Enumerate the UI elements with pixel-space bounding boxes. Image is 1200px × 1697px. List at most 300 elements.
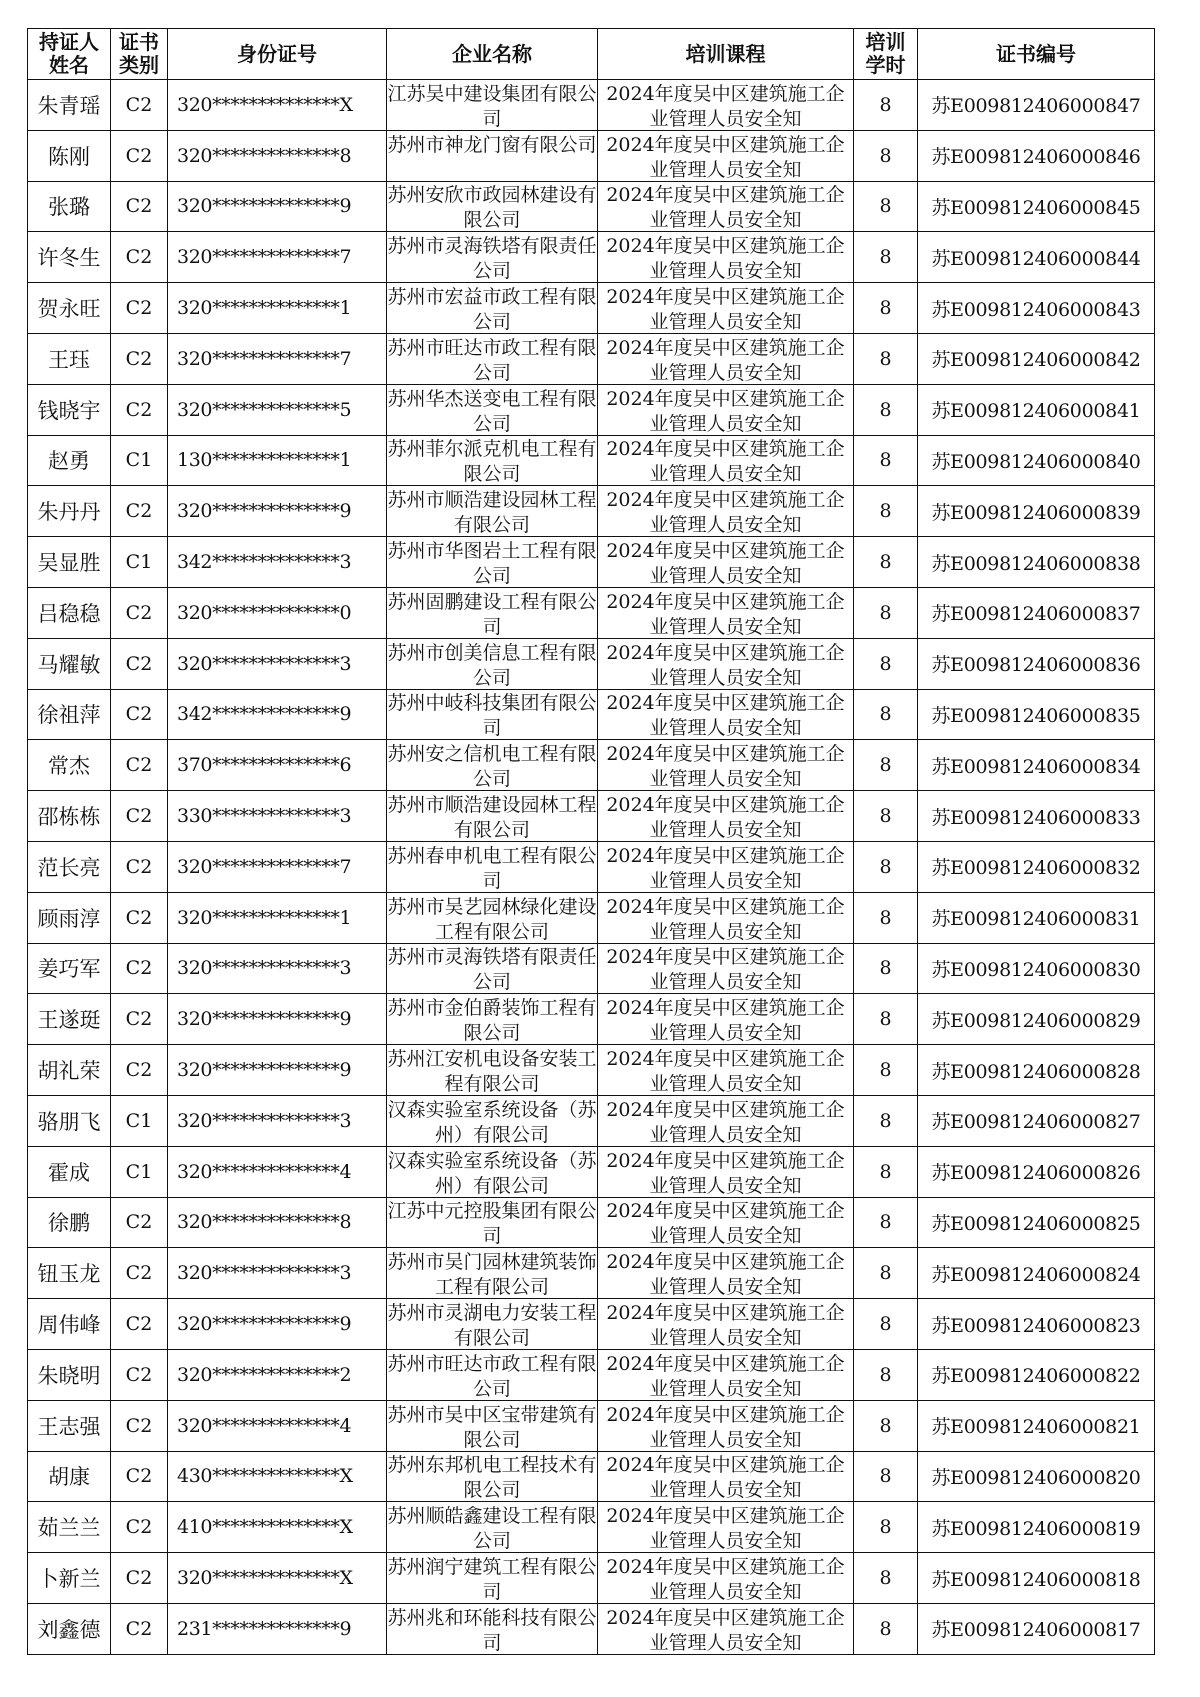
cell-course-text: 2024年度吴中区建筑施工企业管理人员安全知: [606, 692, 845, 738]
cell-id-number: 320**************X: [168, 1553, 387, 1604]
certificate-table: [27, 28, 1155, 1655]
cell-company: [387, 587, 598, 638]
cell-course-text: 2024年度吴中区建筑施工企业管理人员安全知: [606, 235, 845, 281]
cell-holder-name: 朱丹丹: [28, 486, 111, 537]
cell-course-text: 2024年度吴中区建筑施工企业管理人员安全知: [606, 286, 845, 332]
cell-category: C2: [111, 181, 168, 232]
cell-course-text: 2024年度吴中区建筑施工企业管理人员安全知: [606, 1302, 845, 1348]
cell-id-number: 410**************X: [168, 1502, 387, 1553]
cell-course: [598, 283, 854, 334]
cell-course: [598, 740, 854, 791]
header-holder-line1: 持证人: [39, 30, 99, 54]
cell-hours: 8: [854, 130, 918, 181]
cell-company-text: 苏州菲尔派克机电工程有限公司: [387, 438, 597, 484]
cell-holder-name: 钱晓宇: [28, 384, 111, 435]
cell-hours: 8: [854, 283, 918, 334]
cell-course-text: 2024年度吴中区建筑施工企业管理人员安全知: [606, 946, 845, 992]
cell-cert-number: 苏E009812406000828: [918, 1045, 1155, 1096]
table-row: [28, 181, 1155, 232]
cell-holder-name: 霍成: [28, 1146, 111, 1197]
cell-category: C2: [111, 587, 168, 638]
cell-company: [387, 435, 598, 486]
table-row: [28, 943, 1155, 994]
cell-holder-name: 马耀敏: [28, 638, 111, 689]
cell-company: [387, 1045, 598, 1096]
cell-holder-name: 刘鑫德: [28, 1603, 111, 1654]
cell-course-text: 2024年度吴中区建筑施工企业管理人员安全知: [606, 1556, 845, 1601]
cell-cert-number: 苏E009812406000836: [918, 638, 1155, 689]
cell-cert-number: 苏E009812406000823: [918, 1299, 1155, 1350]
cell-company-text: 汉森实验室系统设备（苏州）有限公司: [387, 1149, 597, 1195]
cell-course: [598, 1197, 854, 1248]
cell-course-text: 2024年度吴中区建筑施工企业管理人员安全知: [606, 489, 845, 535]
cell-holder-name: 赵勇: [28, 435, 111, 486]
cell-category: C2: [111, 841, 168, 892]
cell-hours: 8: [854, 1095, 918, 1146]
cell-company-text: 苏州东邦机电工程技术有限公司: [387, 1454, 597, 1500]
table-row: [28, 1146, 1155, 1197]
cell-company-text: 苏州固鹏建设工程有限公司: [387, 590, 597, 636]
cell-company: [387, 841, 598, 892]
cell-course: [598, 587, 854, 638]
cell-hours: 8: [854, 384, 918, 435]
cell-course-text: 2024年度吴中区建筑施工企业管理人员安全知: [606, 590, 845, 636]
cell-id-number: 320**************5: [168, 384, 387, 435]
cell-company-text: 苏州润宁建筑工程有限公司: [387, 1556, 597, 1601]
cell-course-text: 2024年度吴中区建筑施工企业管理人员安全知: [606, 133, 845, 179]
cell-hours: 8: [854, 638, 918, 689]
cell-hours: 8: [854, 994, 918, 1045]
cell-holder-name: 常杰: [28, 740, 111, 791]
table-row: [28, 435, 1155, 486]
cell-holder-name: 卜新兰: [28, 1553, 111, 1604]
table-row: [28, 1299, 1155, 1350]
cell-company-text: 汉森实验室系统设备（苏州）有限公司: [387, 1098, 597, 1144]
header-id-number: 身份证号: [168, 29, 387, 80]
header-hours-line1: 培训: [865, 30, 906, 54]
cell-category: C2: [111, 283, 168, 334]
cell-hours: 8: [854, 943, 918, 994]
cell-id-number: 320**************0: [168, 587, 387, 638]
cell-id-number: 320**************9: [168, 1045, 387, 1096]
cell-company: [387, 232, 598, 283]
cell-holder-name: 胡康: [28, 1451, 111, 1502]
cell-company: [387, 943, 598, 994]
header-row: [28, 29, 1155, 80]
cell-hours: 8: [854, 1146, 918, 1197]
header-holder-line2: 姓名: [49, 53, 89, 77]
table-row: [28, 740, 1155, 791]
cell-cert-number: 苏E009812406000832: [918, 841, 1155, 892]
cell-course: [598, 1553, 854, 1604]
cell-company: [387, 283, 598, 334]
cell-company: [387, 1095, 598, 1146]
cell-cert-number: 苏E009812406000821: [918, 1400, 1155, 1451]
cell-course: [598, 841, 854, 892]
cell-company-text: 苏州市顺浩建设园林工程有限公司: [387, 489, 597, 535]
cell-course: [598, 1502, 854, 1553]
cell-course-text: 2024年度吴中区建筑施工企业管理人员安全知: [606, 1606, 845, 1652]
table-row: [28, 232, 1155, 283]
cell-course-text: 2024年度吴中区建筑施工企业管理人员安全知: [606, 641, 845, 687]
header-hours-line2: 学时: [865, 53, 906, 77]
cell-course: [598, 1299, 854, 1350]
cell-course-text: 2024年度吴中区建筑施工企业管理人员安全知: [606, 1403, 845, 1449]
cell-id-number: 320**************3: [168, 638, 387, 689]
header-category-line1: 证书: [119, 30, 159, 54]
cell-cert-number: 苏E009812406000846: [918, 130, 1155, 181]
cell-category: C2: [111, 638, 168, 689]
cell-course-text: 2024年度吴中区建筑施工企业管理人员安全知: [606, 844, 845, 890]
cell-id-number: 320**************9: [168, 181, 387, 232]
cell-cert-number: 苏E009812406000843: [918, 283, 1155, 334]
cell-company: [387, 181, 598, 232]
cell-company: [387, 1400, 598, 1451]
cell-id-number: 320**************9: [168, 486, 387, 537]
cell-id-number: 320**************7: [168, 232, 387, 283]
cell-hours: 8: [854, 1248, 918, 1299]
cell-course-text: 2024年度吴中区建筑施工企业管理人员安全知: [606, 1454, 845, 1500]
cell-holder-name: 朱青瑶: [28, 80, 111, 131]
cell-course: [598, 232, 854, 283]
cell-course: [598, 486, 854, 537]
cell-holder-name: 贺永旺: [28, 283, 111, 334]
cell-hours: 8: [854, 435, 918, 486]
cell-holder-name: 邵栋栋: [28, 791, 111, 842]
table-row: [28, 892, 1155, 943]
cell-hours: 8: [854, 1553, 918, 1604]
cell-course-text: 2024年度吴中区建筑施工企业管理人员安全知: [606, 997, 845, 1043]
cell-id-number: 320**************1: [168, 283, 387, 334]
cell-hours: 8: [854, 689, 918, 740]
cell-company-text: 苏州华杰送变电工程有限公司: [387, 387, 597, 433]
cell-id-number: 320**************3: [168, 943, 387, 994]
cell-course: [598, 1248, 854, 1299]
cell-category: C2: [111, 791, 168, 842]
cell-course-text: 2024年度吴中区建筑施工企业管理人员安全知: [606, 895, 845, 941]
cell-id-number: 320**************9: [168, 994, 387, 1045]
table-row: [28, 1349, 1155, 1400]
cell-category: C2: [111, 1197, 168, 1248]
cell-company-text: 苏州顺皓鑫建设工程有限公司: [387, 1505, 597, 1551]
cell-course: [598, 181, 854, 232]
cell-cert-number: 苏E009812406000840: [918, 435, 1155, 486]
table-row: [28, 537, 1155, 588]
cell-company-text: 江苏中元控股集团有限公司: [387, 1200, 597, 1246]
cell-company-text: 苏州市灵湖电力安装工程有限公司: [387, 1302, 597, 1348]
cell-course: [598, 1400, 854, 1451]
cell-cert-number: 苏E009812406000844: [918, 232, 1155, 283]
cell-hours: 8: [854, 1603, 918, 1654]
cell-company: [387, 1299, 598, 1350]
cell-holder-name: 胡礼荣: [28, 1045, 111, 1096]
cell-company: [387, 740, 598, 791]
cell-course-text: 2024年度吴中区建筑施工企业管理人员安全知: [606, 540, 845, 586]
cell-course: [598, 943, 854, 994]
cell-course: [598, 1349, 854, 1400]
header-cert-number: 证书编号: [918, 29, 1155, 80]
table-row: [28, 638, 1155, 689]
cell-category: C2: [111, 943, 168, 994]
cell-hours: 8: [854, 587, 918, 638]
cell-company: [387, 333, 598, 384]
header-hours: [854, 29, 918, 80]
cell-cert-number: 苏E009812406000837: [918, 587, 1155, 638]
table-row: [28, 384, 1155, 435]
table-body: [28, 80, 1155, 1655]
cell-category: C2: [111, 740, 168, 791]
cell-hours: 8: [854, 1197, 918, 1248]
cell-company: [387, 1197, 598, 1248]
cell-category: C2: [111, 1451, 168, 1502]
cell-cert-number: 苏E009812406000845: [918, 181, 1155, 232]
cell-id-number: 320**************4: [168, 1146, 387, 1197]
cell-holder-name: 朱晓明: [28, 1349, 111, 1400]
cell-course-text: 2024年度吴中区建筑施工企业管理人员安全知: [606, 1352, 845, 1398]
cell-category: C2: [111, 130, 168, 181]
cell-category: C2: [111, 689, 168, 740]
cell-cert-number: 苏E009812406000835: [918, 689, 1155, 740]
cell-hours: 8: [854, 1299, 918, 1350]
cell-holder-name: 陈刚: [28, 130, 111, 181]
cell-course: [598, 1146, 854, 1197]
table-row: [28, 1502, 1155, 1553]
cell-id-number: 342**************9: [168, 689, 387, 740]
cell-company: [387, 130, 598, 181]
header-course: 培训课程: [598, 29, 854, 80]
cell-holder-name: 张璐: [28, 181, 111, 232]
cell-holder-name: 许冬生: [28, 232, 111, 283]
cell-category: C2: [111, 892, 168, 943]
cell-course-text: 2024年度吴中区建筑施工企业管理人员安全知: [606, 1098, 845, 1144]
cell-course-text: 2024年度吴中区建筑施工企业管理人员安全知: [606, 794, 845, 840]
cell-holder-name: 姜巧军: [28, 943, 111, 994]
cell-company: [387, 486, 598, 537]
cell-id-number: 320**************3: [168, 1095, 387, 1146]
cell-id-number: 320**************7: [168, 333, 387, 384]
cell-company-text: 苏州市吴艺园林绿化建设工程有限公司: [387, 895, 597, 941]
cell-company-text: 苏州安之信机电工程有限公司: [387, 743, 597, 789]
cell-company-text: 苏州市宏益市政工程有限公司: [387, 286, 597, 332]
table-row: [28, 283, 1155, 334]
cell-holder-name: 吕稳稳: [28, 587, 111, 638]
table-row: [28, 486, 1155, 537]
cell-company-text: 江苏吴中建设集团有限公司: [387, 82, 597, 128]
cell-company-text: 苏州市创美信息工程有限公司: [387, 641, 597, 687]
cell-id-number: 320**************8: [168, 1197, 387, 1248]
cell-course-text: 2024年度吴中区建筑施工企业管理人员安全知: [606, 1200, 845, 1246]
cell-course: [598, 791, 854, 842]
cell-holder-name: 徐祖萍: [28, 689, 111, 740]
cell-course: [598, 80, 854, 131]
cell-hours: 8: [854, 1349, 918, 1400]
cell-cert-number: 苏E009812406000839: [918, 486, 1155, 537]
header-category-line2: 类别: [119, 53, 159, 77]
cell-course: [598, 1095, 854, 1146]
cell-company-text: 苏州市神龙门窗有限公司: [387, 133, 597, 156]
cell-company-text: 苏州市灵海铁塔有限责任公司: [387, 235, 597, 281]
cell-cert-number: 苏E009812406000838: [918, 537, 1155, 588]
cell-hours: 8: [854, 892, 918, 943]
cell-course-text: 2024年度吴中区建筑施工企业管理人员安全知: [606, 387, 845, 433]
cell-cert-number: 苏E009812406000830: [918, 943, 1155, 994]
cell-hours: 8: [854, 1451, 918, 1502]
cell-company-text: 苏州安欣市政园林建设有限公司: [387, 184, 597, 230]
cell-course: [598, 384, 854, 435]
cell-company: [387, 1451, 598, 1502]
cell-holder-name: 王遂珽: [28, 994, 111, 1045]
cell-company: [387, 1553, 598, 1604]
cell-course-text: 2024年度吴中区建筑施工企业管理人员安全知: [606, 336, 845, 382]
cell-course: [598, 994, 854, 1045]
cell-company-text: 苏州市旺达市政工程有限公司: [387, 336, 597, 382]
cell-category: C1: [111, 537, 168, 588]
cell-cert-number: 苏E009812406000824: [918, 1248, 1155, 1299]
cell-course: [598, 435, 854, 486]
cell-hours: 8: [854, 1502, 918, 1553]
cell-category: C2: [111, 1553, 168, 1604]
table-row: [28, 1197, 1155, 1248]
cell-course-text: 2024年度吴中区建筑施工企业管理人员安全知: [606, 1505, 845, 1551]
cell-category: C2: [111, 1045, 168, 1096]
cell-hours: 8: [854, 791, 918, 842]
table-row: [28, 1553, 1155, 1604]
cell-holder-name: 骆朋飞: [28, 1095, 111, 1146]
cell-company: [387, 638, 598, 689]
cell-holder-name: 王珏: [28, 333, 111, 384]
cell-id-number: 320**************1: [168, 892, 387, 943]
cell-cert-number: 苏E009812406000822: [918, 1349, 1155, 1400]
cell-id-number: 330**************3: [168, 791, 387, 842]
cell-company: [387, 1502, 598, 1553]
cell-cert-number: 苏E009812406000825: [918, 1197, 1155, 1248]
cell-company-text: 苏州江安机电设备安装工程有限公司: [387, 1048, 597, 1094]
cell-category: C1: [111, 1095, 168, 1146]
header-company: 企业名称: [387, 29, 598, 80]
cell-hours: 8: [854, 841, 918, 892]
cell-holder-name: 范长亮: [28, 841, 111, 892]
cell-cert-number: 苏E009812406000833: [918, 791, 1155, 842]
cell-category: C2: [111, 1502, 168, 1553]
cell-holder-name: 顾雨淳: [28, 892, 111, 943]
cell-course-text: 2024年度吴中区建筑施工企业管理人员安全知: [606, 82, 845, 128]
cell-company: [387, 80, 598, 131]
cell-category: C2: [111, 1248, 168, 1299]
table-row: [28, 791, 1155, 842]
table-row: [28, 1400, 1155, 1451]
cell-course: [598, 537, 854, 588]
cell-category: C2: [111, 994, 168, 1045]
cell-holder-name: 王志强: [28, 1400, 111, 1451]
header-category: [111, 29, 168, 80]
table-row: [28, 1603, 1155, 1654]
header-holder-name: [28, 29, 111, 80]
cell-holder-name: 吴显胜: [28, 537, 111, 588]
cell-category: C2: [111, 333, 168, 384]
cell-id-number: 320**************X: [168, 80, 387, 131]
cell-company: [387, 1248, 598, 1299]
cell-hours: 8: [854, 1400, 918, 1451]
cell-company-text: 苏州市吴门园林建筑装饰工程有限公司: [387, 1251, 597, 1297]
cell-holder-name: 周伟峰: [28, 1299, 111, 1350]
cell-category: C2: [111, 232, 168, 283]
cell-company: [387, 892, 598, 943]
cell-company-text: 苏州市吴中区宝带建筑有限公司: [387, 1403, 597, 1449]
cell-id-number: 130**************1: [168, 435, 387, 486]
cell-id-number: 320**************2: [168, 1349, 387, 1400]
cell-cert-number: 苏E009812406000820: [918, 1451, 1155, 1502]
cell-cert-number: 苏E009812406000841: [918, 384, 1155, 435]
cell-company: [387, 689, 598, 740]
cell-cert-number: 苏E009812406000829: [918, 994, 1155, 1045]
cell-cert-number: 苏E009812406000827: [918, 1095, 1155, 1146]
cell-company: [387, 1603, 598, 1654]
cell-company: [387, 1349, 598, 1400]
cell-course: [598, 130, 854, 181]
cell-cert-number: 苏E009812406000847: [918, 80, 1155, 131]
cell-category: C2: [111, 1349, 168, 1400]
cell-company-text: 苏州市旺达市政工程有限公司: [387, 1352, 597, 1398]
cell-course: [598, 638, 854, 689]
cell-hours: 8: [854, 181, 918, 232]
cell-category: C2: [111, 384, 168, 435]
cell-course: [598, 333, 854, 384]
cell-company-text: 苏州春申机电工程有限公司: [387, 844, 597, 890]
cell-course: [598, 1603, 854, 1654]
cell-company: [387, 791, 598, 842]
cell-category: C1: [111, 1146, 168, 1197]
table-row: [28, 994, 1155, 1045]
table-row: [28, 333, 1155, 384]
cell-cert-number: 苏E009812406000834: [918, 740, 1155, 791]
cell-cert-number: 苏E009812406000818: [918, 1553, 1155, 1604]
table-row: [28, 1248, 1155, 1299]
cell-course-text: 2024年度吴中区建筑施工企业管理人员安全知: [606, 438, 845, 484]
table-row: [28, 80, 1155, 131]
cell-cert-number: 苏E009812406000826: [918, 1146, 1155, 1197]
cell-company-text: 苏州市华图岩土工程有限公司: [387, 540, 597, 586]
cell-category: C2: [111, 486, 168, 537]
cell-id-number: 320**************3: [168, 1248, 387, 1299]
cell-category: C2: [111, 1603, 168, 1654]
cell-hours: 8: [854, 740, 918, 791]
cell-company: [387, 384, 598, 435]
cell-hours: 8: [854, 232, 918, 283]
cell-hours: 8: [854, 80, 918, 131]
cell-company-text: 苏州市灵海铁塔有限责任公司: [387, 946, 597, 992]
table-row: [28, 1095, 1155, 1146]
cell-cert-number: 苏E009812406000819: [918, 1502, 1155, 1553]
cell-hours: 8: [854, 1045, 918, 1096]
cell-cert-number: 苏E009812406000817: [918, 1603, 1155, 1654]
table-row: [28, 130, 1155, 181]
cell-company-text: 苏州市金伯爵装饰工程有限公司: [387, 997, 597, 1043]
table-header: [28, 29, 1155, 80]
table-row: [28, 1045, 1155, 1096]
cell-course-text: 2024年度吴中区建筑施工企业管理人员安全知: [606, 1149, 845, 1195]
table-row: [28, 1451, 1155, 1502]
cell-category: C2: [111, 1299, 168, 1350]
cell-hours: 8: [854, 537, 918, 588]
cell-company: [387, 537, 598, 588]
cell-company-text: 苏州市顺浩建设园林工程有限公司: [387, 794, 597, 840]
cell-company: [387, 994, 598, 1045]
cell-course-text: 2024年度吴中区建筑施工企业管理人员安全知: [606, 1048, 845, 1094]
cell-id-number: 231**************9: [168, 1603, 387, 1654]
cell-id-number: 320**************9: [168, 1299, 387, 1350]
cell-hours: 8: [854, 333, 918, 384]
cell-id-number: 370**************6: [168, 740, 387, 791]
